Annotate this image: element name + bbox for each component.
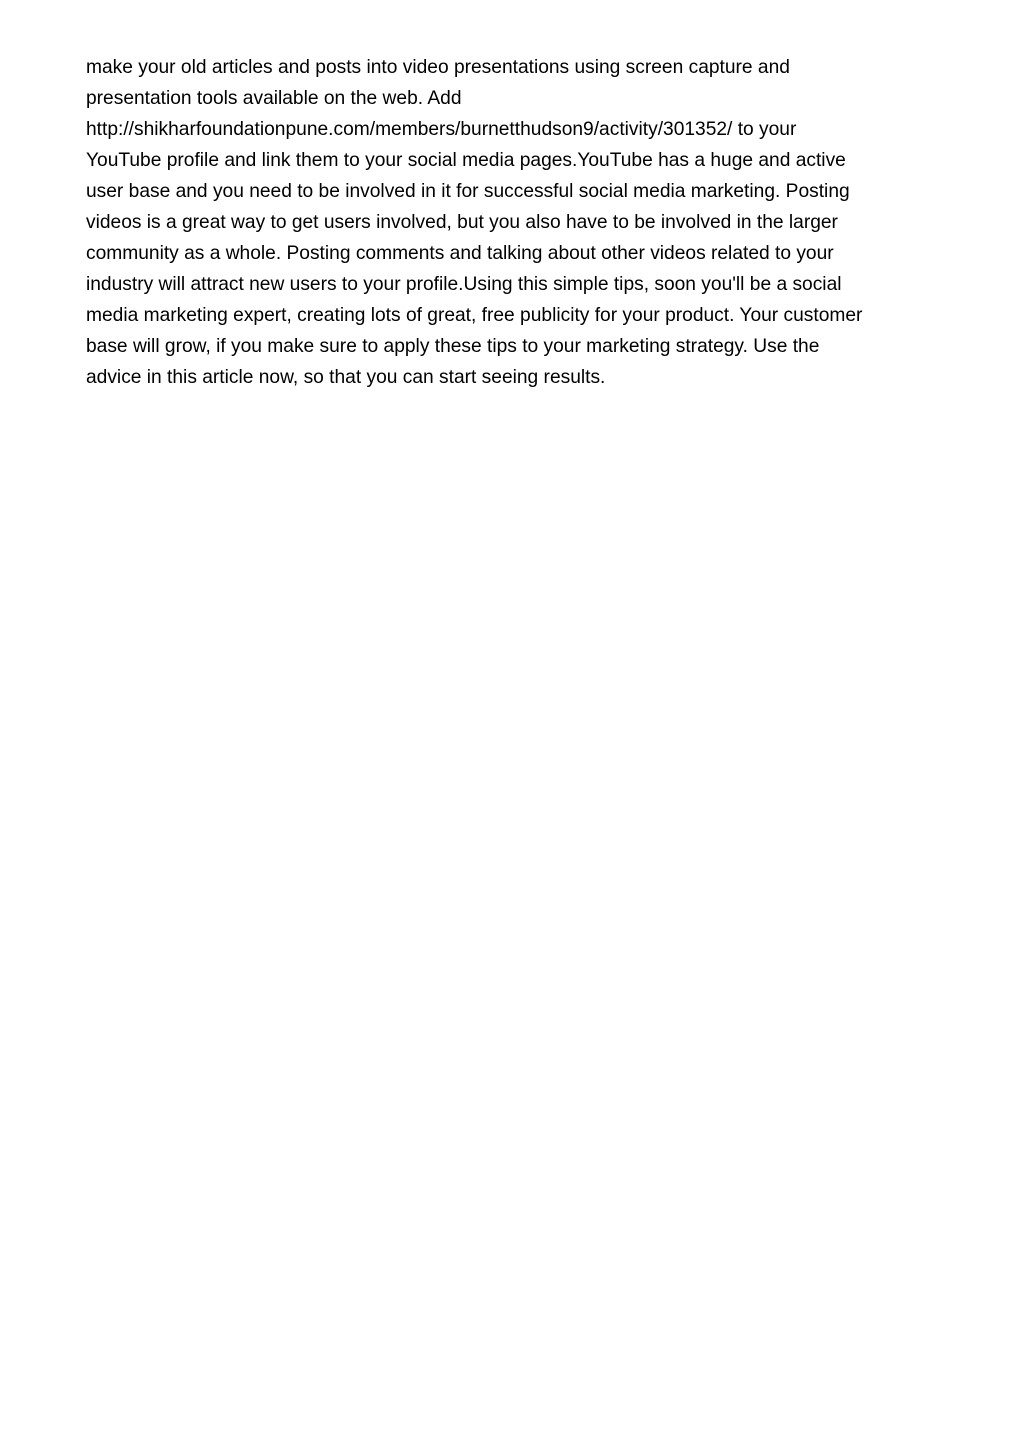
text-line: make your old articles and posts into video presentations using screen capture and — [86, 57, 790, 78]
text-line: videos is a great way to get users involved, but you also have to be involved in the larger — [86, 212, 838, 233]
text-line: http://shikharfoundationpune.com/members/burnetthudson9/activity/301352/ to your — [86, 119, 797, 140]
text-line: presentation tools available on the web. Add — [86, 88, 462, 109]
text-line: YouTube profile and link them to your social media pages.YouTube has a huge and active — [86, 150, 846, 171]
text-line: advice in this article now, so that you can start seeing results. — [86, 367, 606, 388]
text-line: media marketing expert, creating lots of great, free publicity for your product. Your customer — [86, 305, 863, 326]
text-line: user base and you need to be involved in it for successful social media marketing. Posting — [86, 181, 850, 202]
text-line: base will grow, if you make sure to apply these tips to your marketing strategy. Use the — [86, 336, 820, 357]
body-paragraph — [86, 52, 946, 393]
text-line: industry will attract new users to your profile.Using this simple tips, soon you'll be a social — [86, 274, 842, 295]
text-line: community as a whole. Posting comments and talking about other videos related to your — [86, 243, 834, 264]
